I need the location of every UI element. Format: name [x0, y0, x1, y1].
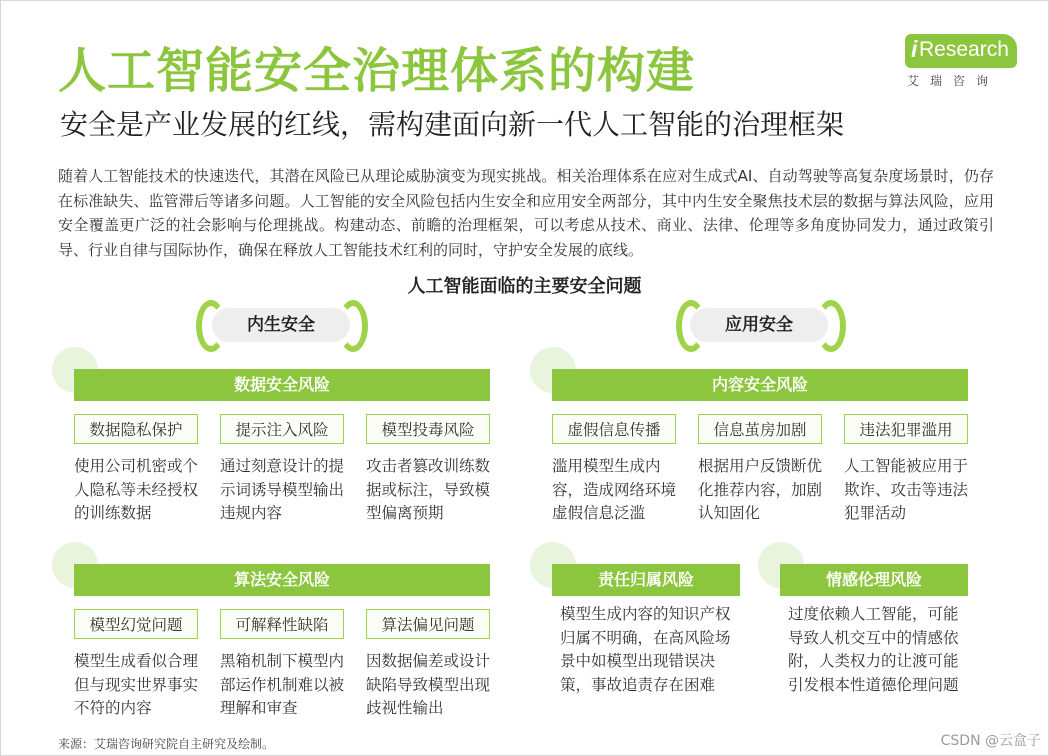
watermark: CSDN @云盒子 — [940, 733, 1041, 749]
iresearch-logo — [905, 30, 1025, 90]
risk-description: 攻击者篡改训练数据或标注，导致模型偏离预期 — [366, 457, 491, 522]
risk-description: 人工智能被应用于欺诈、攻击等违法犯罪活动 — [844, 457, 969, 522]
risk-tag: 模型投毒风险 — [366, 414, 490, 444]
risk-tag: 提示注入风险 — [220, 414, 344, 444]
risk-tag: 模型幻觉问题 — [74, 609, 198, 639]
risk-description: 过度依赖人工智能，可能导致人机交互中的情感依附，人类权力的让渡可能引发根本性道德伦理问题 — [788, 605, 959, 694]
risk-tag: 数据隐私保护 — [74, 414, 198, 444]
pill-right-bracket-icon — [338, 300, 368, 352]
risk-description: 因数据偏差或设计缺陷导致模型出现歧视性输出 — [366, 652, 491, 717]
risk-description: 使用公司机密或个人隐私等未经授权的训练数据 — [74, 457, 199, 522]
pill-right-bracket-icon — [816, 300, 846, 352]
risk-tag: 违法犯罪滥用 — [844, 414, 968, 444]
risk-description: 模型生成看似合理但与现实世界事实不符的内容 — [74, 652, 199, 717]
logo-mark: i — [911, 36, 918, 62]
risk-tag: 信息茧房加剧 — [698, 414, 822, 444]
page-title: 人工智能安全治理体系的构建 — [58, 43, 696, 99]
category-pill-application: 应用安全 — [690, 308, 828, 342]
page-subtitle: 安全是产业发展的红线，需构建面向新一代人工智能的治理框架 — [60, 108, 845, 141]
risk-description: 滥用模型生成内容，造成网络环境虚假信息泛滥 — [552, 457, 677, 522]
logo-name: Research — [919, 38, 1009, 61]
intro-paragraph: 随着人工智能技术的快速迭代，其潜在风险已从理论威胁演变为现实挑战。相关治理体系在应对生成式AI、自动驾驶等高复杂度场景时，仍存在标准缺失、监管滞后等诸多问题。人工智能的安全风险包括内生安全和应用安全两部分，其中内生安全聚焦技术层的数据与算法风险，应用安全覆盖更广泛的社会影响与伦理挑战。构建动态、前瞻的治理框架，可以考虑从技术、商业、法律、伦理等多角度协同发力，通过政策引导、行业自律与国际协作，确保在释放人工智能技术红利的同时，守护安全发展的底线。 — [58, 167, 994, 259]
group-title-responsibility: 责任归属风险 — [552, 564, 740, 596]
diagram-title: 人工智能面临的主要安全问题 — [407, 276, 642, 297]
risk-tag: 可解释性缺陷 — [220, 609, 344, 639]
risk-description: 通过刻意设计的提示词诱导模型输出违规内容 — [220, 457, 345, 522]
group-title-algorithm-security: 算法安全风险 — [74, 564, 490, 596]
risk-description: 黑箱机制下模型内部运作机制难以被理解和审查 — [220, 652, 345, 717]
risk-tag: 虚假信息传播 — [552, 414, 676, 444]
source-note: 来源：艾瑞咨询研究院自主研究及绘制。 — [58, 737, 275, 751]
risk-tag: 算法偏见问题 — [366, 609, 490, 639]
group-title-content-security: 内容安全风险 — [552, 369, 968, 401]
group-title-ethics: 情感伦理风险 — [780, 564, 968, 596]
risk-description: 模型生成内容的知识产权归属不明确，在高风险场景中如模型出现错误决策，事故追责存在困难 — [560, 605, 731, 694]
logo-chinese-name: 艾瑞咨询 — [907, 74, 1000, 88]
category-pill-endogenous: 内生安全 — [212, 308, 350, 342]
group-title-data-security: 数据安全风险 — [74, 369, 490, 401]
risk-description: 根据用户反馈断优化推荐内容，加剧认知固化 — [698, 457, 823, 522]
